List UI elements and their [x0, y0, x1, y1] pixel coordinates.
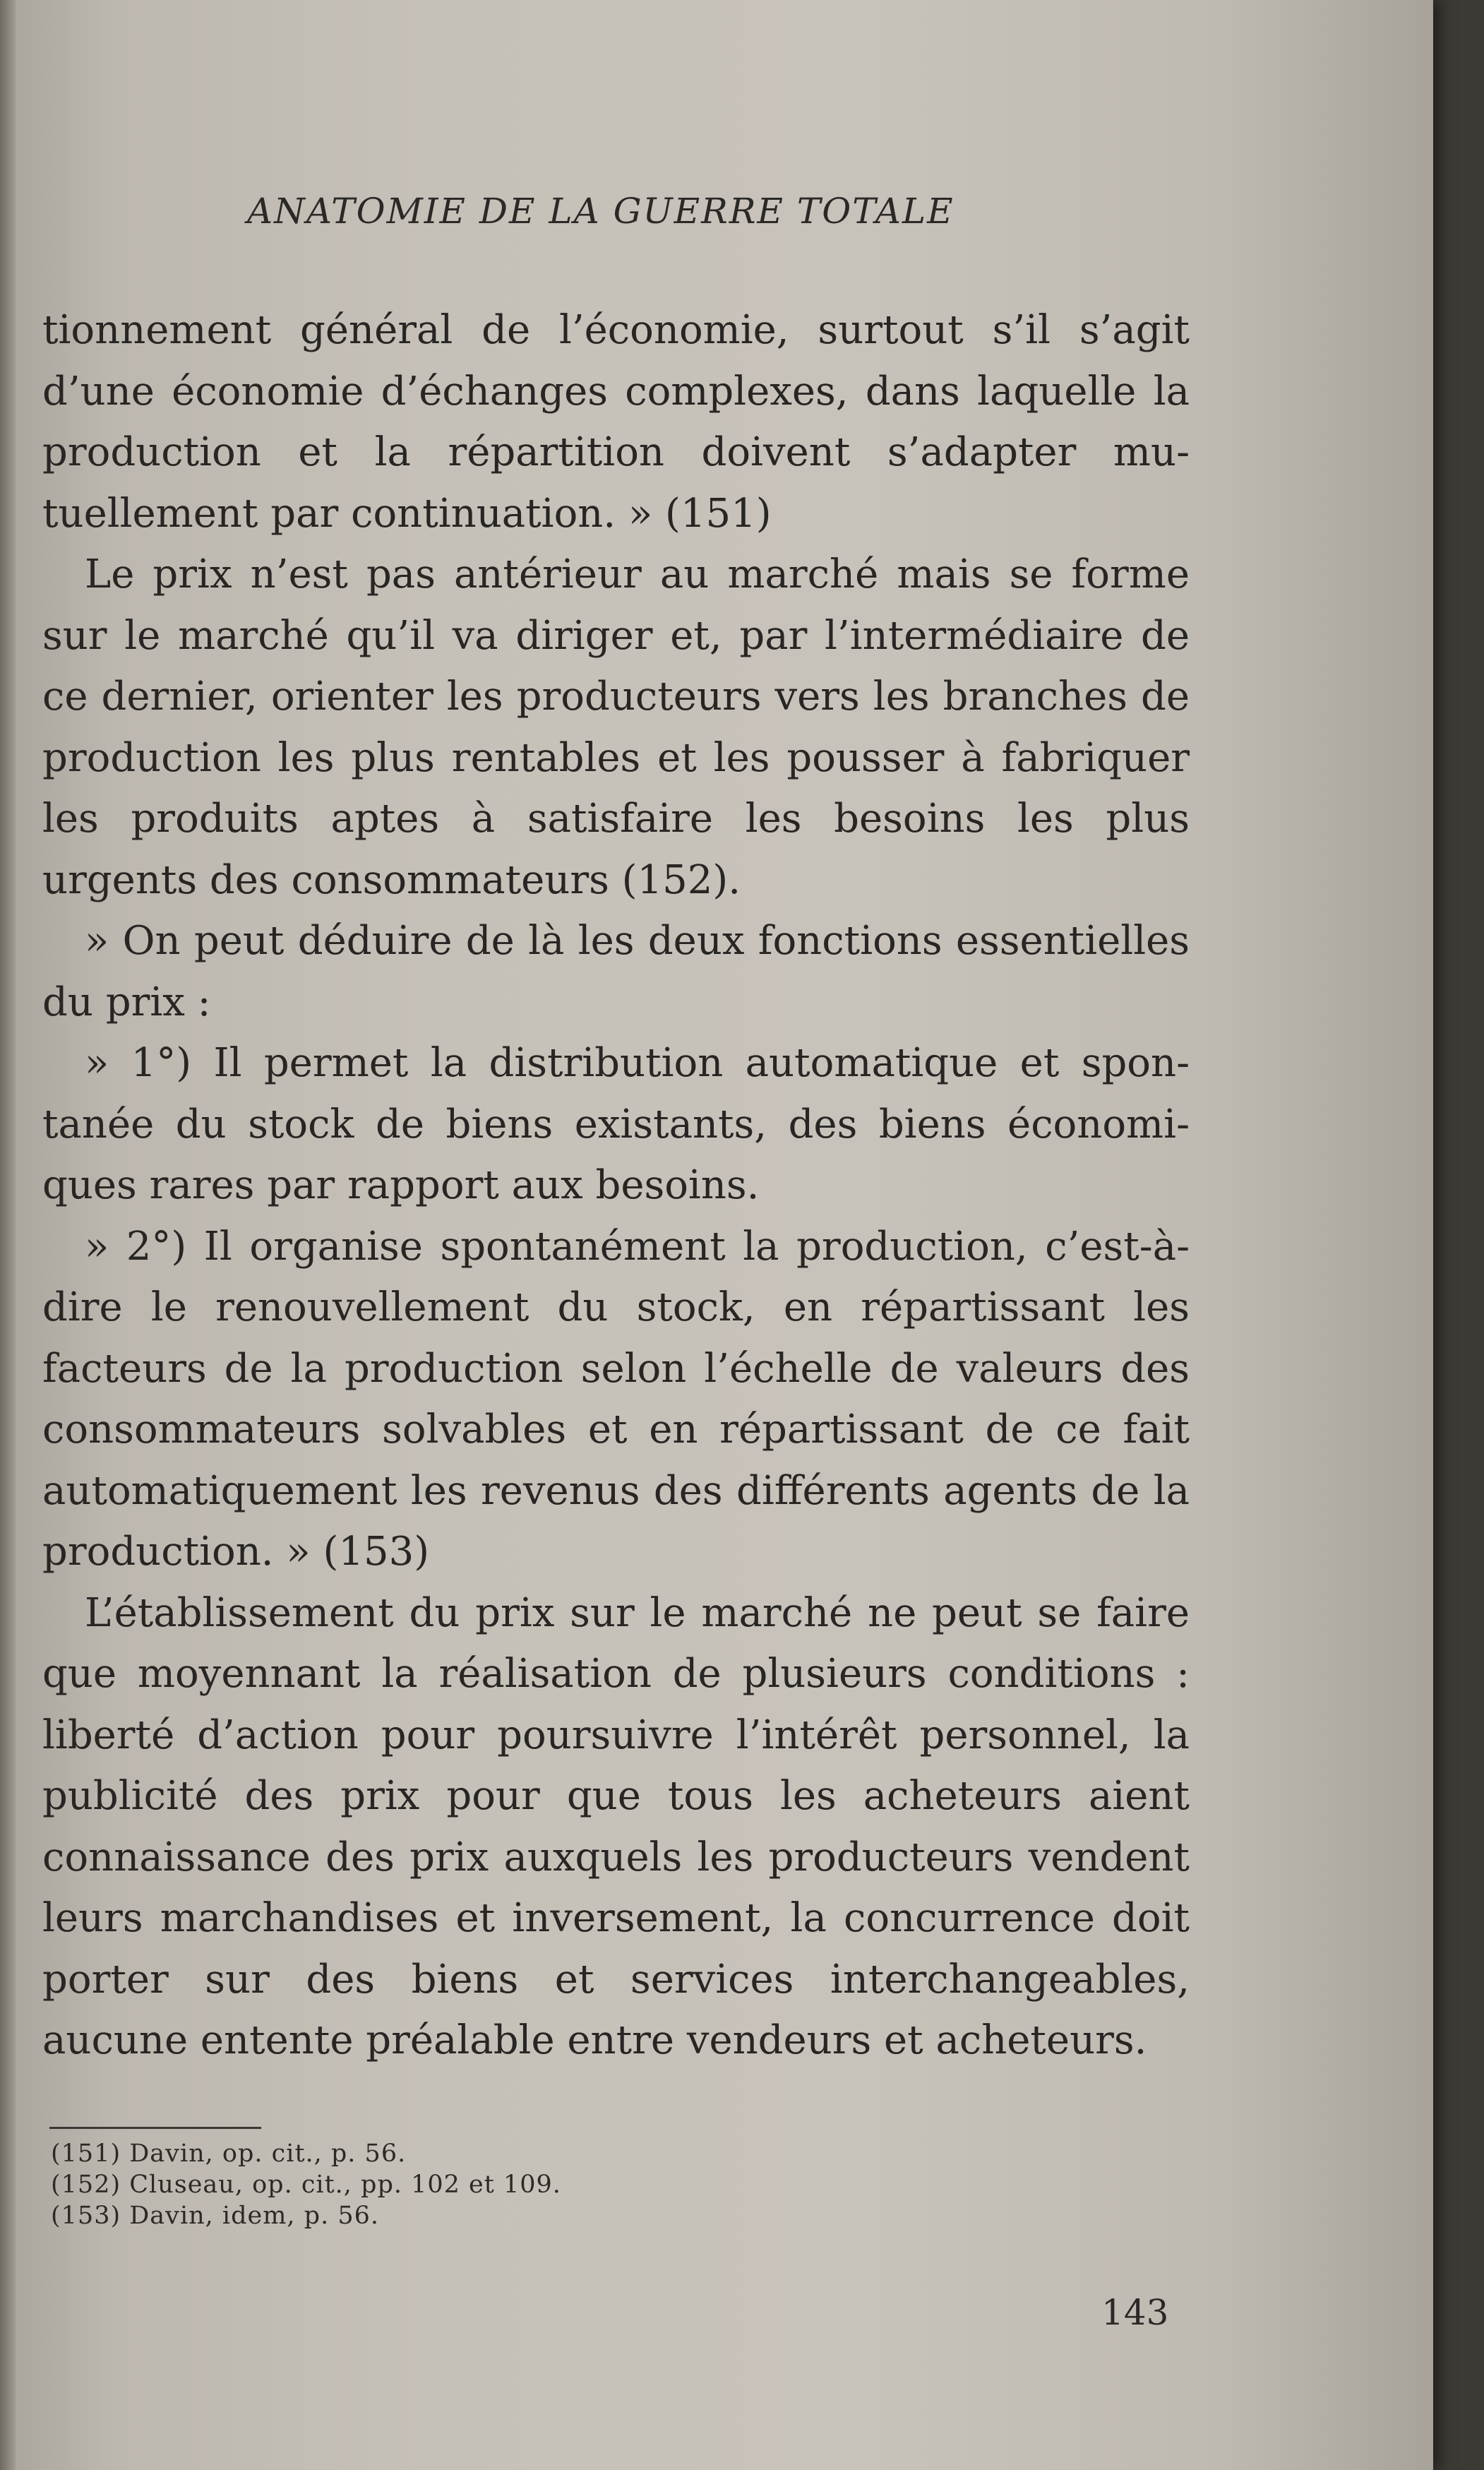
page-gutter: [0, 0, 16, 2470]
footnote-151: (151) Davin, op. cit., p. 56.: [51, 2140, 407, 2168]
footnote-153: (153) Davin, idem, p. 56.: [51, 2202, 379, 2230]
paragraph-5: » 2°) Il organise spontanément la production, c’est-à-dire le renouvellement du stock, en répartissant les facteurs de la production selon l’échelle de valeurs des consommateurs solvables et en répartissant de ce fait automatiquement les revenus des différents agents de la production. » (153): [42, 1223, 1190, 1575]
footnotes: [51, 2138, 686, 2231]
paragraph-6: L’établissement du prix sur le marché ne peut se faire que moyennant la réalisation de plusieurs conditions : liberté d’action pour poursuivre l’intérêt personnel, la publicité des prix pour que tous les acheteurs aient connaissance des prix auxquels les producteurs vendent leurs marchandises et inversement, la concurrence doit porter sur des biens et services interchangeables, aucune entente préalable entre vendeurs et acheteurs.: [42, 1589, 1190, 2063]
paragraph-1: tionnement général de l’économie, surtout s’il s’agit d’une économie d’échanges complexes, dans laquelle la production et la répartition doivent s’adapter mutuellement par continuation. » (151): [42, 307, 1190, 537]
running-head: ANATOMIE DE LA GUERRE TOTALE: [247, 191, 955, 232]
body-text: [42, 300, 1190, 2072]
paragraph-4: » 1°) Il permet la distribution automatique et spontanée du stock de biens existants, des biens économiques rares par rapport aux besoins.: [42, 1040, 1190, 1208]
paragraph-2: Le prix n’est pas antérieur au marché mais se forme sur le marché qu’il va diriger et, par l’intermédiaire de ce dernier, orienter les producteurs vers les branches de production les plus rentables et les pousser à fabriquer les produits aptes à satisfaire les besoins les plus urgents des consommateurs (152).: [42, 551, 1190, 903]
footnote-152: (152) Cluseau, op. cit., pp. 102 et 109.: [51, 2171, 561, 2199]
page-number: 143: [1101, 2292, 1169, 2333]
footnote-separator: [49, 2127, 261, 2129]
paragraph-3: » On peut déduire de là les deux fonctions essentielles du prix :: [42, 918, 1190, 1025]
